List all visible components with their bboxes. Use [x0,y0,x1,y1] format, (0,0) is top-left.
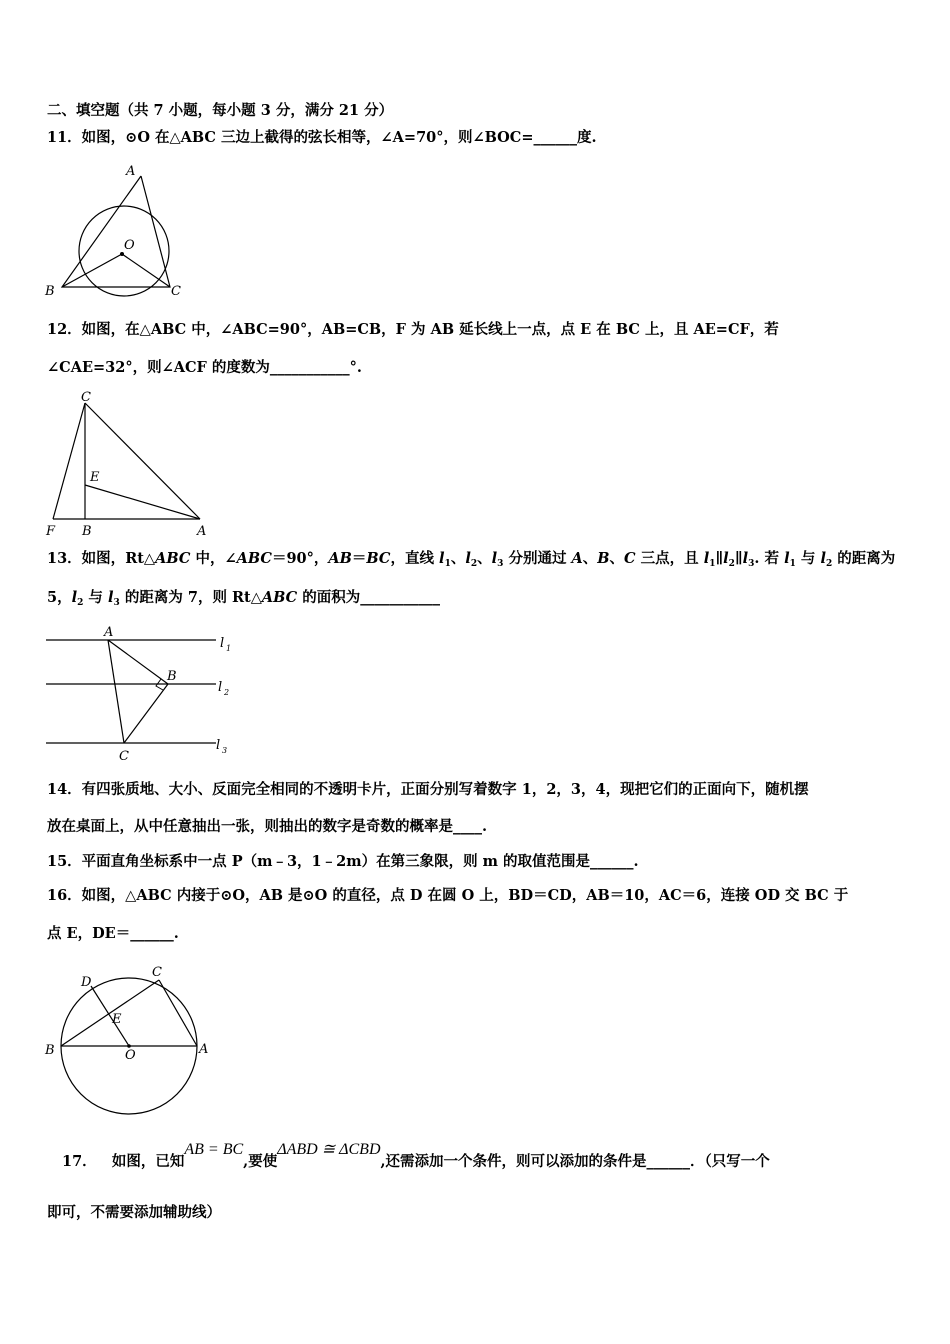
q17-math-1: AB = BC [184,1141,244,1158]
q12-label-c: C [81,390,91,405]
q12-label-a: A [197,524,207,539]
q13-label-l1: l [220,636,225,651]
q11-label-b: B [45,284,55,299]
q16-label-d: D [81,975,92,990]
q13-label-l2-sub: 2 [224,688,230,697]
q16-label-c: C [152,965,162,980]
section-title: 二、填空题（共 7 小题，每小题 3 分，满分 21 分） [47,102,394,119]
q13-label-l3: l [216,738,221,753]
question-14-line-1: 14．有四张质地、大小、反面完全相同的不透明卡片，正面分别写着数字 1，2，3，4，现把它们的正面向下，随机摆 [47,781,809,798]
q16-label-b: B [45,1043,55,1058]
q13-figure [44,618,244,766]
question-15: 15．平面直角坐标系中一点 P（m﹣3，1﹣2m）在第三象限，则 m 的取值范围是______. [47,853,639,870]
q11-label-o: O [124,238,135,253]
q11-figure [44,160,194,302]
q16-figure [44,960,224,1120]
q12-figure [44,385,214,540]
q16-label-e: E [112,1012,122,1027]
q11-label-c: C [171,284,181,299]
q16-label-o: O [125,1048,136,1063]
q17-math-2: ΔABD ≅ ΔCBD [277,1141,381,1158]
q13-label-l3-sub: 3 [222,746,228,755]
q16-label-a: A [199,1042,209,1057]
question-13-line-1: 13．如图，Rt△ABC 中，∠ABC＝90°，AB＝BC，直线 $l_1$、$l_2$、$l_3$ 分别通过 A、B、C 三点，且 $l_1\parallel l_2\parallel l_3$. 若 $l_1$ 与 $l_2$ 的距离为 [47,550,896,569]
question-17-line-2: 即可，不需要添加辅助线） [47,1204,221,1221]
q13-label-c: C [119,749,129,764]
q11-triangle [62,176,170,287]
q12-label-e: E [90,470,100,485]
question-13-line-2: 5，$l_2$ 与 $l_3$ 的距离为 7，则 Rt△ABC 的面积为___________ [47,589,441,608]
q13-label-a: A [104,625,114,640]
q11-label-a: A [126,164,136,179]
q13-label-l2: l [218,680,223,695]
question-16-line-2: 点 E，DE＝______. [47,925,179,942]
q13-label-b: B [167,669,177,684]
question-14-line-2: 放在桌面上，从中任意抽出一张，则抽出的数字是奇数的概率是____. [47,818,488,835]
q12-label-b: B [82,524,92,539]
question-17-line-1: 17． 如图，已知AB = BC,要使ΔABD ≅ ΔCBD,还需添加一个条件，则可以添加的条件是______．（只写一个 [62,1141,770,1170]
q12-label-f: F [46,524,56,539]
question-11: 11．如图，⊙O 在△ABC 三边上截得的弦长相等，∠A=70°，则∠BOC=______度. [47,129,597,146]
question-16-line-1: 16．如图，△ABC 内接于⊙O，AB 是⊙O 的直径，点 D 在圆 O 上，BD＝CD，AB＝10，AC＝6，连接 OD 交 BC 于 [47,887,849,904]
question-12-line-1: 12．如图，在△ABC 中，∠ABC=90°，AB=CB，F 为 AB 延长线上一点，点 E 在 BC 上，且 AE=CF，若 [47,321,779,338]
question-12-line-2: ∠CAE=32°，则∠ACF 的度数为___________°. [47,359,362,376]
q13-label-l1-sub: 1 [226,644,232,653]
